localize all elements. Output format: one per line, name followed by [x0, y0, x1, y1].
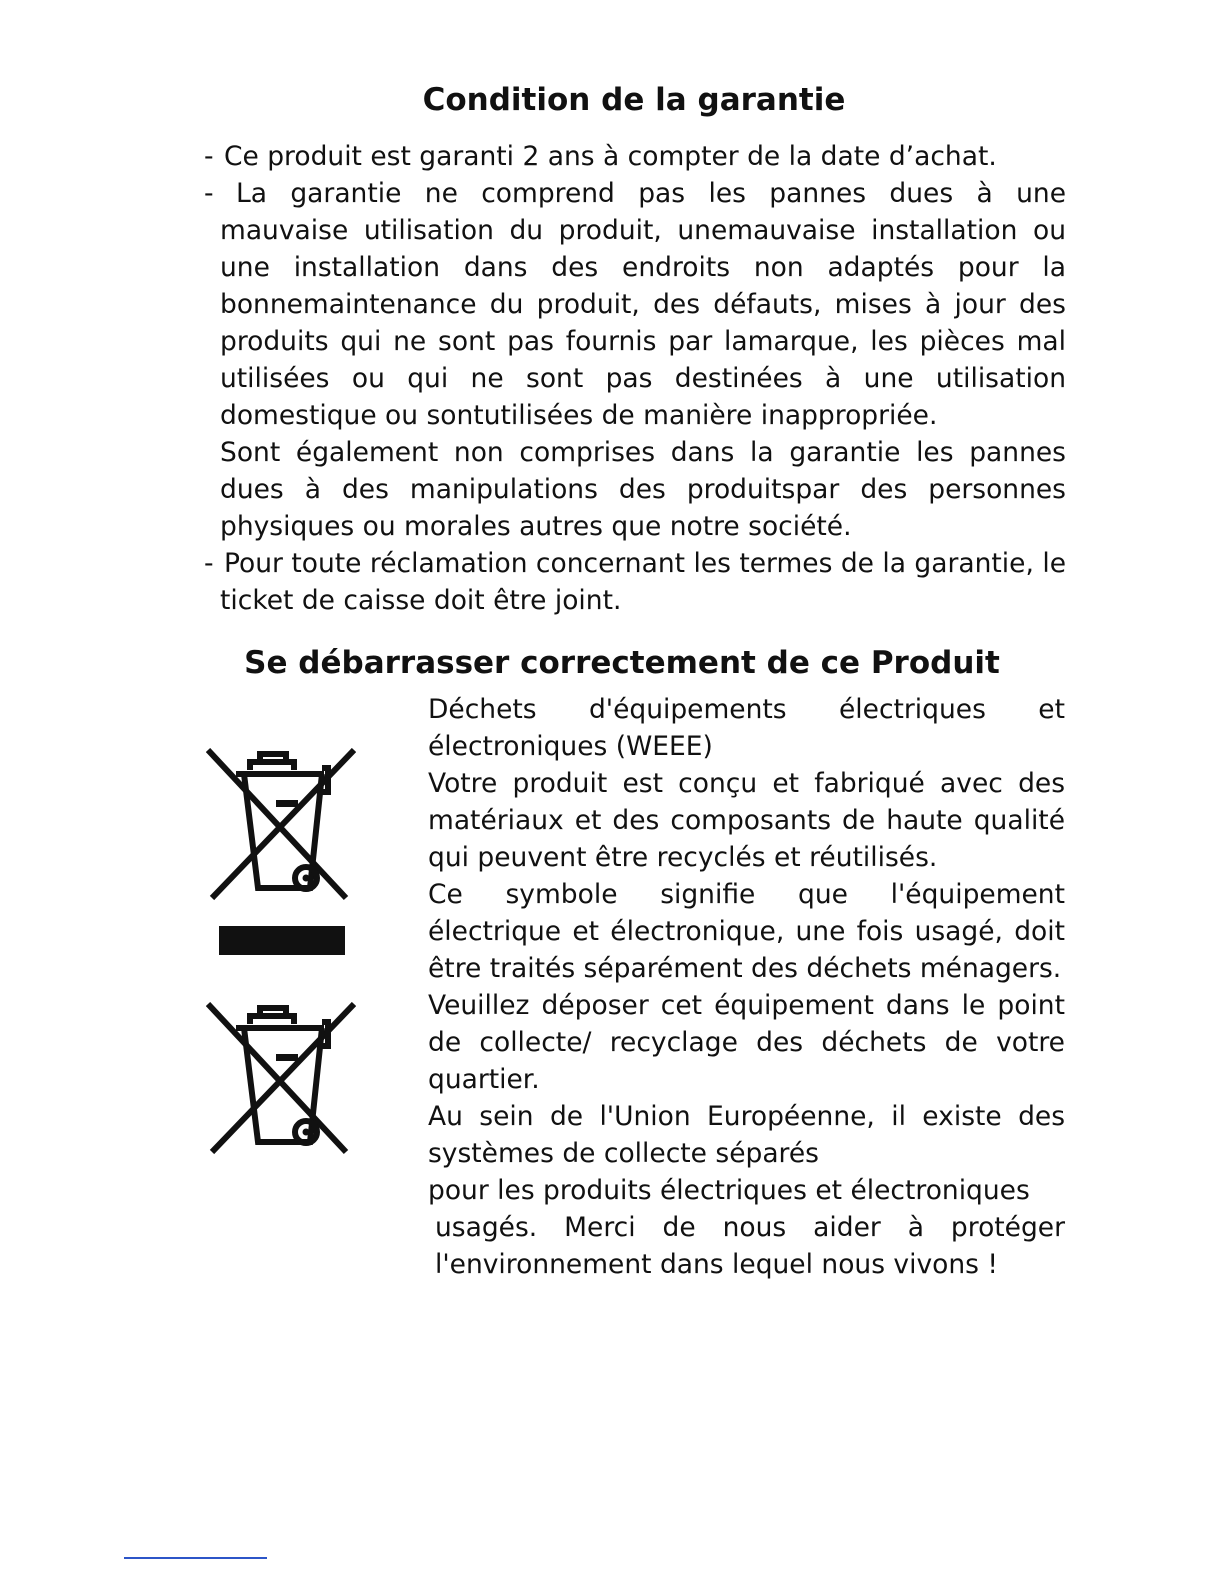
disposal-paragraph: Au sein de l'Union Européenne, il existe des systèmes de collecte séparés	[428, 1101, 1065, 1169]
warranty-item	[204, 138, 1066, 175]
warranty-item	[204, 545, 1066, 619]
list-dash: -	[204, 548, 214, 579]
disposal-text	[428, 691, 1065, 1283]
disposal-paragraph: Ce symbole signifie que l'équipement électrique et électronique, une fois usagé, doit être traités séparément des déchets ménagers.	[428, 879, 1065, 984]
disposal-paragraph: pour les produits électriques et électroniques	[428, 1175, 1030, 1206]
solid-bar-icon	[219, 926, 345, 955]
warranty-paragraph: La garantie ne comprend pas les pannes dues à une mauvaise utilisation du produit, unemauvaise installation ou une installation dans des endroits non adaptés pour la bonnemaintenance du produit, des défauts, mises à jour des produits qui ne sont pas fournis par lamarque, les pièces mal utilisées ou qui ne sont pas destinées à une utilisation domestique ou sontutilisées de manière inappropriée.	[220, 178, 1066, 431]
disposal-paragraph: l'environnement dans lequel nous vivons !	[435, 1249, 999, 1280]
footer-rule	[124, 1557, 267, 1559]
disposal-paragraph: Déchets d'équipements électriques et électroniques (WEEE)	[428, 694, 1065, 762]
disposal-title: Se débarrasser correctement de ce Produit	[244, 645, 1000, 681]
warranty-title: Condition de la garantie	[422, 82, 846, 118]
crossed-out-wheelie-bin-icon	[206, 748, 356, 908]
disposal-paragraph: Veuillez déposer cet équipement dans le point de collecte/ recyclage des déchets de votre quartier.	[428, 990, 1065, 1095]
warranty-paragraph: Sont également non comprises dans la garantie les pannes dues à des manipulations des produitspar des personnes physiques ou morales autres que notre société.	[220, 437, 1066, 542]
disposal-paragraph: Votre produit est conçu et fabriqué avec des matériaux et des composants de haute qualité qui peuvent être recyclés et réutilisés.	[428, 768, 1065, 873]
disposal-paragraph: usagés. Merci de nous aider à protéger	[435, 1212, 1065, 1243]
list-dash: -	[204, 141, 214, 172]
warranty-list	[204, 138, 1066, 619]
crossed-out-wheelie-bin-icon	[206, 1002, 356, 1162]
warranty-item	[204, 175, 1066, 545]
warranty-paragraph: Ce produit est garanti 2 ans à compter de la date d’achat.	[224, 141, 997, 172]
list-dash: -	[204, 178, 214, 209]
warranty-paragraph: Pour toute réclamation concernant les termes de la garantie, le ticket de caisse doit être joint.	[220, 548, 1066, 616]
